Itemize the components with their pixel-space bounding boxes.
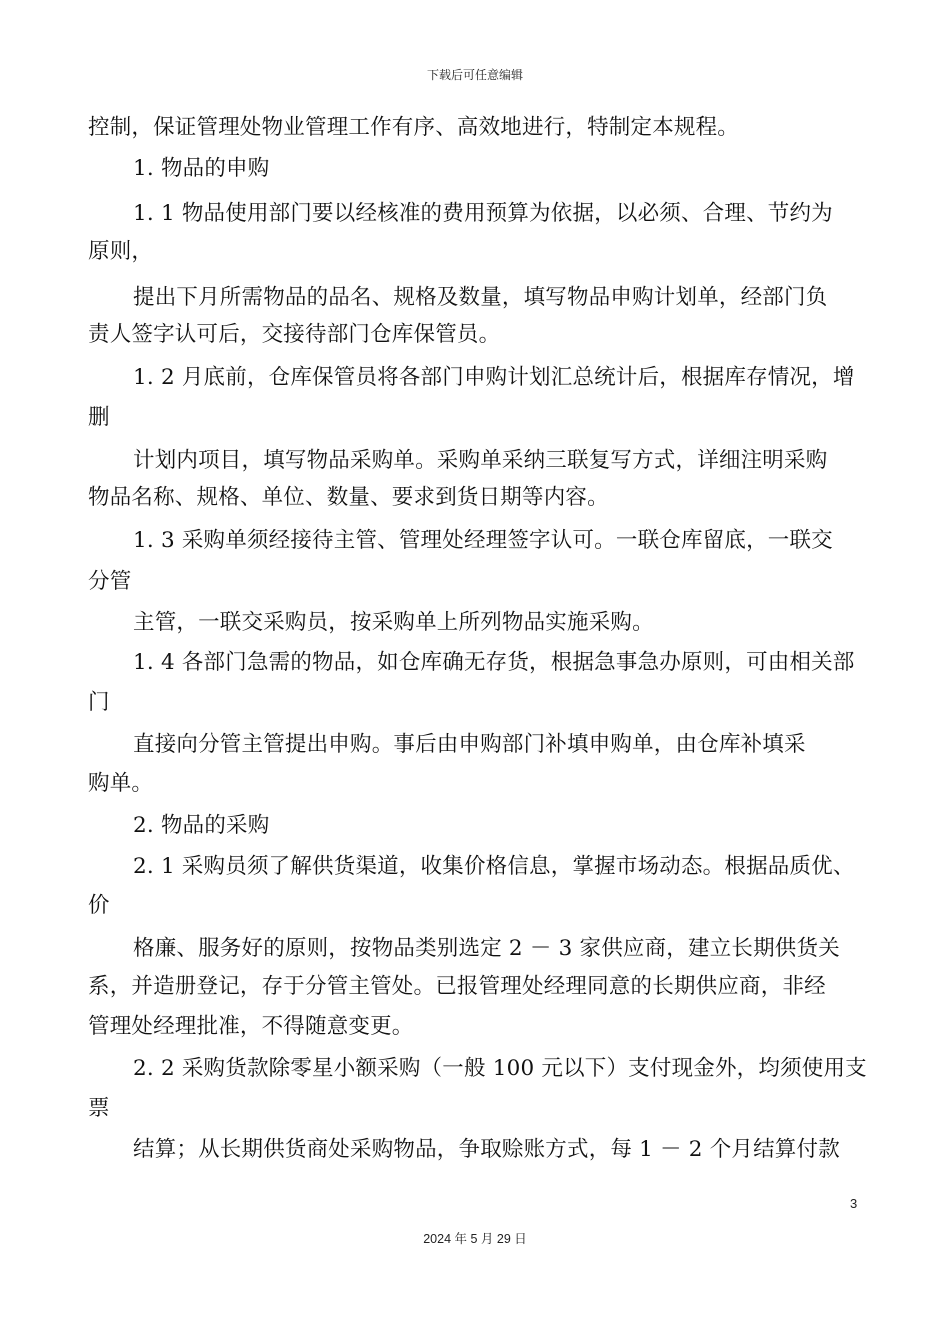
text-line: 票 xyxy=(88,1096,110,1121)
text-line: 结算；从长期供货商处采购物品，争取赊账方式，每 1 － 2 个月结算付款 xyxy=(133,1137,840,1162)
text-line: 2. 1 采购员须了解供货渠道，收集价格信息，掌握市场动态。根据品质优、 xyxy=(133,854,855,879)
text-line: 主管，一联交采购员，按采购单上所列物品实施采购。 xyxy=(133,610,654,635)
text-line: 责人签字认可后，交接待部门仓库保管员。 xyxy=(88,322,501,347)
text-line: 价 xyxy=(88,893,110,918)
text-line: 控制，保证管理处物业管理工作有序、高效地进行，特制定本规程。 xyxy=(88,115,740,140)
page-number: 3 xyxy=(850,1196,858,1211)
text-line: 1. 4 各部门急需的物品，如仓库确无存货，根据急事急办原则，可由相关部 xyxy=(133,650,855,675)
section-heading: 2. 物品的采购 xyxy=(133,813,270,838)
text-line: 格廉、服务好的原则，按物品类别选定 2 － 3 家供应商，建立长期供货关 xyxy=(133,936,840,961)
text-line: 原则， xyxy=(88,239,154,264)
text-line: 2. 2 采购货款除零星小额采购（一般 100 元以下）支付现金外，均须使用支 xyxy=(133,1056,867,1081)
text-line: 计划内项目，填写物品采购单。采购单采纳三联复写方式，详细注明采购 xyxy=(133,448,828,473)
text-line: 1. 2 月底前，仓库保管员将各部门申购计划汇总统计后，根据库存情况，增 xyxy=(133,365,855,390)
text-line: 1. 3 采购单须经接待主管、管理处经理签字认可。一联仓库留底，一联交 xyxy=(133,528,833,553)
page-header: 下载后可任意编辑 xyxy=(426,68,523,82)
page-footer-date: 2024 年 5 月 29 日 xyxy=(423,1232,527,1246)
text-line: 直接向分管主管提出申购。事后由申购部门补填申购单，由仓库补填采 xyxy=(133,732,806,757)
text-line: 分管 xyxy=(88,569,132,594)
section-heading: 1. 物品的申购 xyxy=(133,156,270,181)
text-line: 物品名称、规格、单位、数量、要求到货日期等内容。 xyxy=(88,485,609,510)
text-line: 管理处经理批准，不得随意变更。 xyxy=(88,1014,414,1039)
text-line: 提出下月所需物品的品名、规格及数量，填写物品申购计划单，经部门负 xyxy=(133,285,828,310)
text-line: 删 xyxy=(88,405,110,430)
text-line: 购单。 xyxy=(88,771,154,796)
text-line: 1. 1 物品使用部门要以经核准的费用预算为依据，以必须、合理、节约为 xyxy=(133,201,833,226)
text-line: 系，并造册登记，存于分管主管处。已报管理处经理同意的长期供应商，非经 xyxy=(88,974,826,999)
text-line: 门 xyxy=(88,690,110,715)
